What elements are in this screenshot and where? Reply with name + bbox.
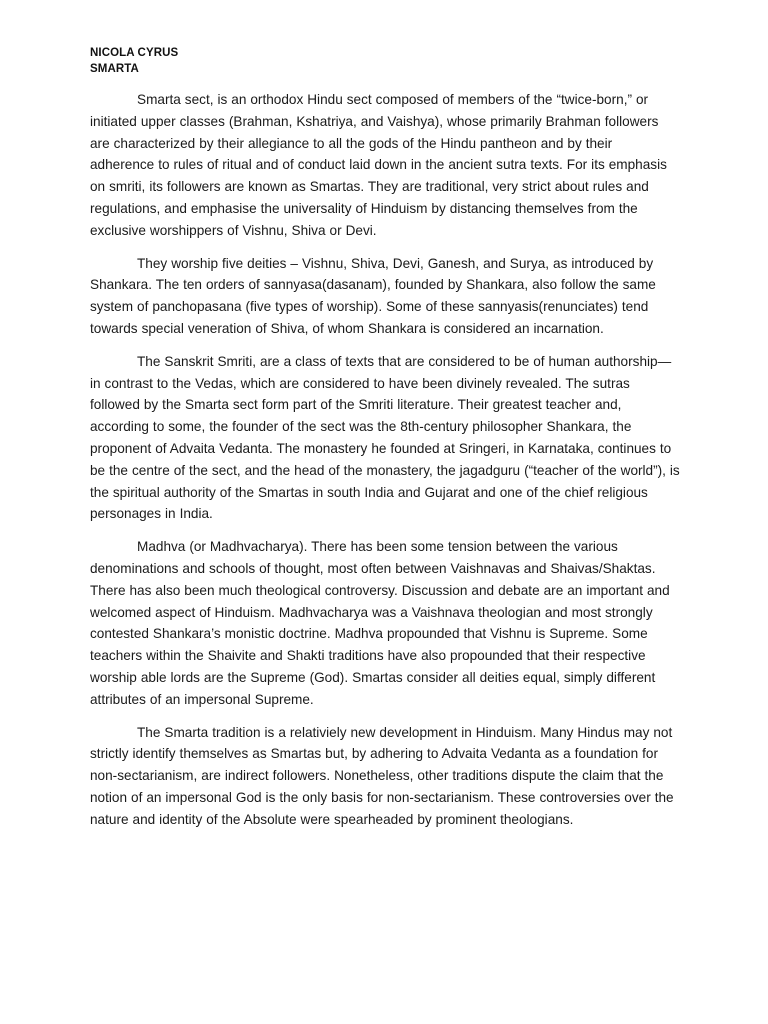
author-name: NICOLA CYRUS (90, 47, 179, 59)
paragraph-3: The Sanskrit Smriti, are a class of texts that are considered to be of human authorship—in contrast to the Vedas, which are considered to have been divinely revealed. The sutras followed by the Smarta sect form part of the Smriti literature. Their greatest teacher and, according to some, the founder of the sect was the 8th-century philosopher Shankara, the proponent of Advaita Vedanta. The monastery he founded at Sringeri, in Karnataka, continues to be the centre of the sect, and the head of the monastery, the jagadguru (“teacher of the world”), is the spiritual authority of the Smartas in south India and Gujarat and one of the chief religious personages in India. (90, 353, 680, 522)
document-title: SMARTA (90, 62, 139, 75)
paragraph-2: They worship five deities – Vishnu, Shiva, Devi, Ganesh, and Surya, as introduced by Shankara. The ten orders of sannyasa(dasanam), founded by Shankara, also follow the same system of panchopasana (five types of worship). Some of these sannyasis(renunciates) tend towards special veneration of Shiva, of whom Shankara is considered an incarnation. (90, 255, 656, 336)
paragraph-5: The Smarta tradition is a relativiely new development in Hinduism. Many Hindus may not strictly identify themselves as Smartas but, by adhering to Advaita Vedanta as a foundation for non-sectarianism, are indirect followers. Nonetheless, other traditions dispute the claim that the notion of an impersonal God is the only basis for non-sectarianism. These controversies over the nature and identity of the Absolute were spearheaded by prominent theologians. (90, 724, 674, 827)
document-header (90, 46, 680, 77)
paragraph-4: Madhva (or Madhvacharya). There has been some tension between the various denominations and schools of thought, most often between Vaishnavas and Shaivas/Shaktas. There has also been much theological controversy. Discussion and debate are an important and welcomed aspect of Hinduism. Madhvacharya was a Vaishnava theologian and most strongly contested Shankara’s monistic doctrine. Madhva propounded that Vishnu is Supreme. Some teachers within the Shaivite and Shakti traditions have also propounded that their respective worship able lords are the Supreme (God). Smartas consider all deities equal, simply different attributes of an impersonal Supreme. (90, 539, 670, 707)
paragraph-1: Smarta sect, is an orthodox Hindu sect composed of members of the “twice-born,” or initiated upper classes (Brahman, Kshatriya, and Vaishya), whose primarily Brahman followers are characterized by their allegiance to all the gods of the Hindu pantheon and by their adherence to rules of ritual and of conduct laid down in the ancient sutra texts. For its emphasis on smriti, its followers are known as Smartas. They are traditional, very strict about rules and regulations, and emphasise the universality of Hinduism by distancing themselves from the exclusive worshippers of Vishnu, Shiva or Devi. (90, 92, 667, 238)
document-body (90, 46, 680, 842)
